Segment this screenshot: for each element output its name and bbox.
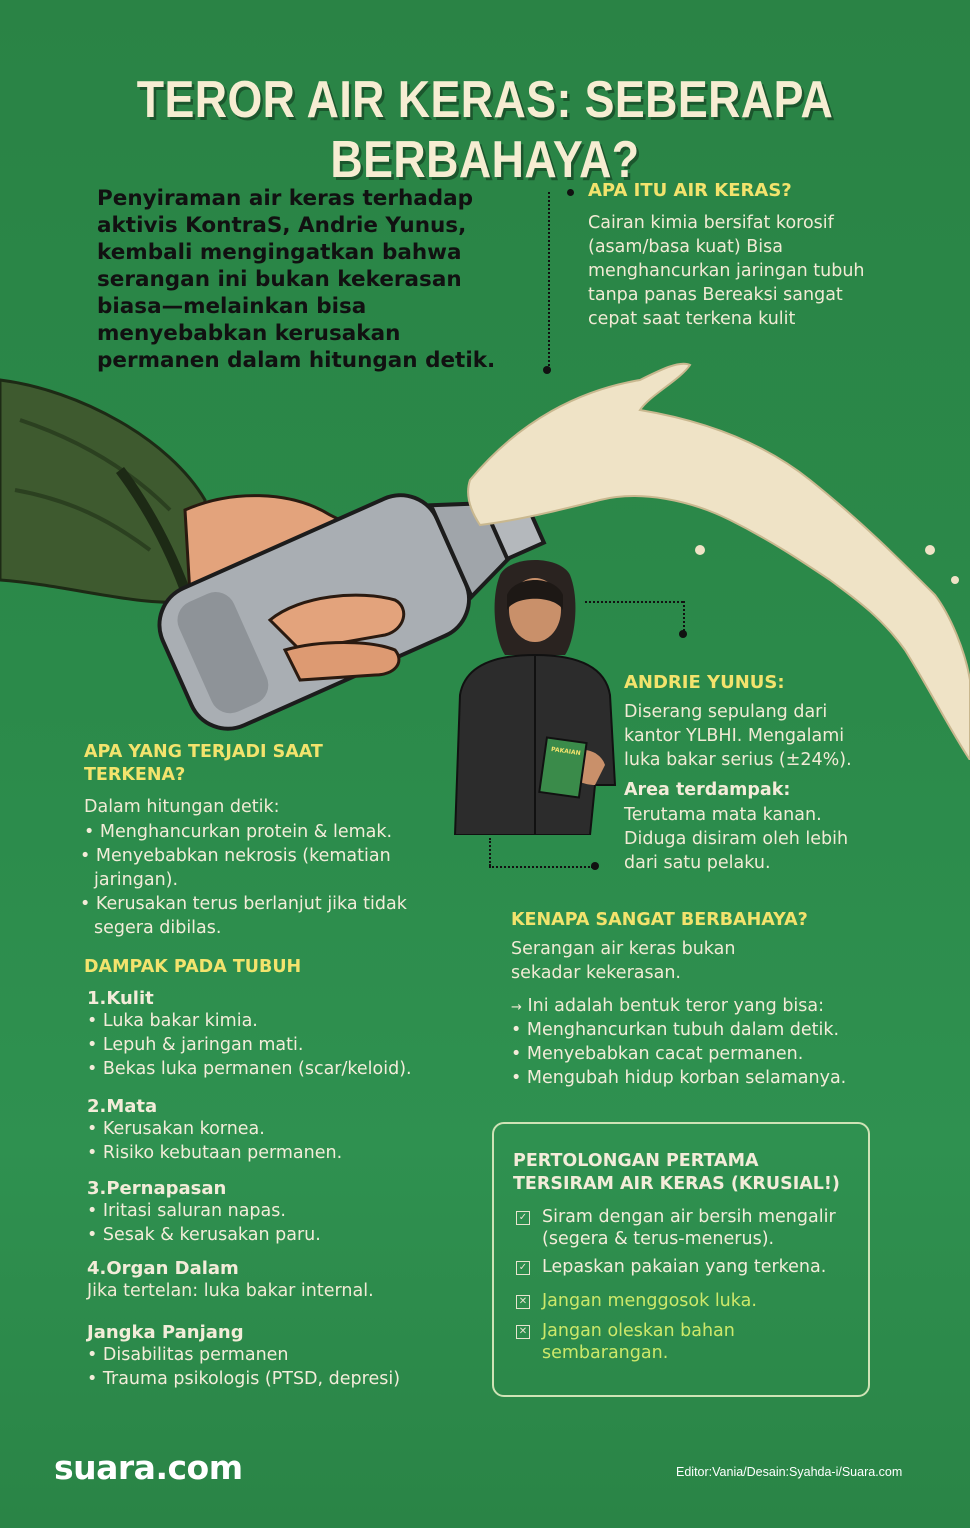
- why-dangerous-arrow-item: → Ini adalah bentuk teror yang bisa:: [511, 996, 825, 1016]
- what-happens-lead: Dalam hitungan detik:: [84, 797, 280, 817]
- respiratory-list: [87, 1199, 447, 1247]
- footer-credit: Editor:Vania/Desain:Syahda-i/Suara.com: [676, 1465, 903, 1479]
- victim-callout-line: [585, 601, 683, 603]
- list-item: • Lepuh & jaringan mati.: [87, 1035, 304, 1055]
- intro-paragraph: Penyiraman air keras terhadap aktivis KontraS, Andrie Yunus, kembali mengingatkan bahwa serangan ini bukan kekerasan biasa—melainkan bisa menyebabkan kerusakan permanen dalam hitungan detik.: [97, 186, 496, 373]
- list-item: • Disabilitas permanen: [87, 1345, 289, 1365]
- checkbox-cross-icon: ✕: [516, 1295, 530, 1309]
- list-item: • Mengubah hidup korban selamanya.: [511, 1068, 847, 1088]
- first-aid-do-item: ✓ Siram dengan air bersih mengalir (segera & terus-menerus).: [516, 1206, 846, 1250]
- what-is-heading: APA ITU AIR KERAS?: [588, 180, 792, 201]
- callout-dot: [679, 630, 687, 638]
- section-title: 3.Pernapasan: [87, 1178, 227, 1199]
- impact-skin: [87, 988, 447, 1081]
- area-heading: Area terdampak:: [624, 780, 791, 800]
- checkbox-checked-icon: ✓: [516, 1211, 530, 1225]
- victim-heading: ANDRIE YUNUS:: [624, 672, 785, 693]
- checkbox-cross-icon: ✕: [516, 1325, 530, 1339]
- why-dangerous-lead: Serangan air keras bukan sekadar kekerasan.: [511, 939, 736, 983]
- list-item: • Kerusakan terus berlanjut jika tidak segera dibilas.: [80, 894, 407, 938]
- victim-callout-line: [683, 601, 685, 631]
- section-title: 4.Organ Dalam: [87, 1258, 239, 1279]
- area-callout-line: [489, 866, 593, 868]
- list-item: • Menghancurkan protein & lemak.: [84, 822, 393, 842]
- list-item: • Luka bakar kimia.: [87, 1011, 258, 1031]
- area-text: Terutama mata kanan. Diduga disiram oleh lebih dari satu pelaku.: [624, 805, 849, 873]
- list-item: • Sesak & kerusakan paru.: [87, 1225, 321, 1245]
- long-term-list: [87, 1343, 447, 1391]
- why-dangerous-list: [511, 1018, 871, 1090]
- skin-list: [87, 1009, 447, 1081]
- list-item: • Menyebabkan cacat permanen.: [511, 1044, 804, 1064]
- section-title: 2.Mata: [87, 1096, 158, 1117]
- victim-text: Diserang sepulang dari kantor YLBHI. Mengalami luka bakar serius (±24%).: [624, 702, 852, 770]
- suara-logo: suara.com: [54, 1448, 243, 1487]
- list-item: • Bekas luka permanen (scar/keloid).: [87, 1059, 412, 1079]
- area-callout-line: [489, 838, 491, 866]
- list-item: • Menghancurkan tubuh dalam detik.: [511, 1020, 840, 1040]
- andrie-yunus-portrait: [445, 555, 625, 835]
- impact-long-term: [87, 1322, 447, 1391]
- impact-respiratory: [87, 1178, 447, 1247]
- first-aid-dont-item: ✕ Jangan menggosok luka.: [516, 1290, 846, 1312]
- impact-eyes: [87, 1096, 447, 1165]
- callout-line: [548, 192, 550, 370]
- callout-dot: [567, 189, 574, 196]
- section-title: Jangka Panjang: [87, 1322, 244, 1343]
- impact-organs: [87, 1258, 447, 1303]
- list-item: • Kerusakan kornea.: [87, 1119, 265, 1139]
- what-happens-heading: APA YANG TERJADI SAAT TERKENA?: [84, 742, 323, 785]
- what-happens-list: [80, 820, 424, 940]
- callout-dot: [591, 862, 599, 870]
- page-title: TEROR AIR KERAS: SEBERAPA BERBAHAYA?: [136, 71, 834, 189]
- what-is-text: Cairan kimia bersifat korosif (asam/basa kuat) Bisa menghancurkan jaringan tubuh tanpa panas Bereaksi sangat cepat saat terkena kulit: [588, 213, 865, 329]
- book-label: PAKAIAN: [550, 745, 582, 758]
- list-item: • Risiko kebutaan permanen.: [87, 1143, 343, 1163]
- eyes-list: [87, 1117, 447, 1165]
- list-item: • Trauma psikologis (PTSD, depresi): [87, 1369, 401, 1389]
- list-item: • Menyebabkan nekrosis (kematian jaringan).: [80, 846, 391, 890]
- first-aid-dont-item: ✕ Jangan oleskan bahan sembarangan.: [516, 1320, 846, 1364]
- green-book: [539, 737, 586, 797]
- organs-text: Jika tertelan: luka bakar internal.: [87, 1281, 374, 1301]
- first-aid-do-item: ✓ Lepaskan pakaian yang terkena.: [516, 1256, 846, 1278]
- first-aid-list: [516, 1206, 846, 1364]
- arrow-icon: →: [511, 1000, 522, 1015]
- section-title: 1.Kulit: [87, 988, 154, 1009]
- list-item: • Iritasi saluran napas.: [87, 1201, 286, 1221]
- first-aid-heading: PERTOLONGAN PERTAMA TERSIRAM AIR KERAS (KRUSIAL!): [513, 1151, 840, 1194]
- why-dangerous-heading: KENAPA SANGAT BERBAHAYA?: [511, 910, 808, 930]
- checkbox-checked-icon: ✓: [516, 1261, 530, 1275]
- impact-heading: DAMPAK PADA TUBUH: [84, 957, 302, 977]
